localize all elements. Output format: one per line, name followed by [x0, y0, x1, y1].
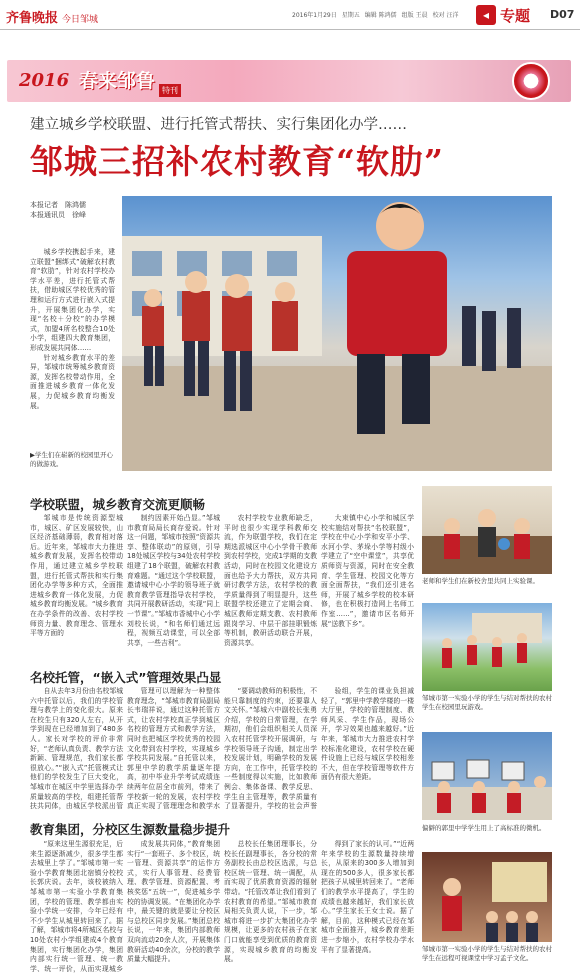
section-1-col-3: 农村学校专业教师缺乏，平时也很少实现学科教师交流，作为联盟学校，我们在定期选派城区中心小学骨干教师到农村学校，完成1学期的支教活动，同时在校园文化建设方面也给予大力帮扶，双方共同研讨教学方法，农村学校的教学质量得到了明显提升，这些联盟学校还建立了定期会商、城区教师定期支教、农村教师跟岗学习、中层干部挂职锻炼等机制，教研活动联合开展，资源共享。: [224, 514, 317, 647]
banner-tag: 特刊: [159, 84, 181, 97]
section-1-col-1: 邹城市是传统资源型城市，城区、矿区发展较快，山区经济基础薄弱，教育相对落后。近年来，邹城市大力推进城乡教育发展，发挥名校带动作用，通过建立城乡学校联盟，进行托管式帮扶和实行集团化办学等多种方式，全面推进城乡教育一体化发展，力促城乡教育均衡发展。“城乡教育在办学条件的改善、农村学校师资力量、教育理念、管理水平等方面的: [30, 514, 123, 638]
section-label: ◂ 专题: [476, 5, 546, 25]
side-photo-3: [422, 732, 552, 820]
section-1-title: 学校联盟，城乡教育交流更顺畅: [30, 497, 206, 512]
section-3-col-1: “原来这里生源很充足，后来生源逐渐减少，很多学生都去城里上学了。”邹城市第一实验小学教育集团北宿镇分校校长郭庆说。去年，该校被纳入邹城市第一实验小学教育集团，学校的管理、教学都由实验小学统一安排，今年已经有不少学生从城里转回来了。据了解，邹城市将4所城区名校与10处农村小学组建成4个教育集团，实行集团化办学，集团内部实行统一管理、统一教学、统一评价，从而实现城乡: [30, 840, 123, 973]
section-1-col-2: 制约因素开始凸显。”邹城市教育局局长商存爱说。针对这一问题，邹城市按照“资源共享、整体联动”的原则，引导18处城区学校与34处农村学校组建了18个联盟，破解农村教育难题。“通过这个学校联盟，邀请城中心小学的领导班子就教育教学管理指导农村学校，共同开展教研活动，实现“同上一节课”。”邹城市香城中心小学刘校长说，“和名师们通过远程，视频互动课堂，可以全部共享，一些吉利”。: [127, 514, 220, 647]
main-photo: [122, 196, 552, 471]
section-2-col-1: 自从去年3月份由名校邹城六中托管以后，我们的学校管理与教学上的变化很大。原来在校生只有320人左右，从开学到现在已经增加到了480多人。家长对学校的评价非常好，“老师认真负责、教学方法新颖、管理规范，我们家长都很放心。”“嵌入式”托管模式让他们的学校发生了巨大变化，邹城市在城区中学里选择办学质量较高的学校，组建托管帮扶共同体，由城区学校派出管: [30, 687, 123, 810]
side-caption-1: 老师和学生们在新校舍里共同上实验课。: [422, 577, 539, 585]
byline: 本报记者 陈鸿儒 本报通讯员 徐峰: [30, 201, 86, 219]
article-headline: 邹城三招补农村教育“软肋”: [30, 142, 444, 181]
section-3-col-3: 总校长任集团理事长，分校长任副理事长，各分校的常务副校长由总校区选派，与总校区统一管理、统一调配，从而实现了优质教育资源的辐射带动。“托管改革让我们看到了农村教育的希望。”邹城市教育局相关负责人说，下一步，邹城市将进一步扩大集团化办学规模，让更多的农村孩子在家门口就能享受到优质的教育资源，实现城乡教育的均衡发展。: [224, 840, 317, 964]
section-2-col-3: “要调动教师的积极性，不能只靠制度的约束，还要靠人文关怀。”邹城六中副校长张勇介绍，学校的日常管理，在学期初，他们会组织相关人员深入农村托管学校开展调研，与学校领导班子沟通，制定出学校发展计划，明确学校的发展方向，在工作中，托管学校的一些制度得以实施，比如教师例会、集体备课、教学反思、学生自主管理等，教学质量有了显著提升，学校的社会声誉: [224, 687, 317, 810]
side-caption-2: 邹城市第一实验小学的学生与结对帮扶的农村学生在校园里玩游戏。: [422, 694, 552, 711]
section-3-col-4: 得到了家长的认可。”“近两年来学校的生源数量持续增长，从原来的300多人增加到现在的500多人，很多家长都把孩子从城里转回来了。“老师们的教学水平提高了，学生的成绩也越来越好，我们家长放心。”学生家长王女士说。据了解，目前，这种模式已经在邹城市全面推开，城乡教育差距进一步缩小，农村学校办学水平有了显著提高。: [321, 840, 414, 954]
section-2-col-4: 验组，学生的课业负担减轻了，“郭里中学教学楼的一楼大厅里，学校的管理制度、教师风采、学生作品，现场公开，学习效果也越来越好。”近年来，邹城市大力推进农村学校标准化建设，农村学校在硬件设施上已经与城区学校相差不大，但在学校管理等软件方面仍有很大差距。: [321, 687, 414, 782]
section-3-col-2: 成发展共同体，”教育集团实行“一套班子、多个校区，统一管理、资源共享”的运作方式，实行人事管理、经费管理、教学管理、资源配置、考核奖惩“五统一”，促进城乡学校的协调发展。“在集团化办学中，最关键的就是要让分校区与总校区同步发展。”集团总校长说，一年来，集团内部教师双向流动20余人次，开展集体教研活动40余次，分校的教学质量大幅提升。: [127, 840, 220, 964]
newspaper-logo: 齐鲁晚报 今日邹城: [6, 11, 99, 26]
section-icon: ◂: [476, 5, 496, 25]
side-photo-4: [422, 852, 552, 942]
page-number: D07: [550, 8, 575, 21]
masthead-bar: [0, 0, 580, 30]
article-subhead: 建立城乡学校联盟、进行托管式帮扶、实行集团化办学……: [30, 117, 407, 133]
flower-seal-icon: [512, 62, 550, 100]
side-photo-2: [422, 603, 552, 691]
children-playing-illustration: [122, 196, 552, 471]
lead-column: 城乡学校携起手来，建立联盟“捆绑式”破解农村教育“软肋”，针对农村学校办学水平差，进行托管式帮扶，借助城区学校优秀的管理和运行方式进行嵌入式提升，开展集团化办学，实现“名校＋分校”的办学模式，加盟4所名校整合10处小学，组建四大教育集团，形成发展共同体…… 针对城乡教育水平的差异，邹城市统筹城乡教育资源，发挥名校带动作用，全面推进城乡教育一体化发展，力促城乡教育均衡发展。: [30, 248, 115, 410]
banner-title: 春来邹鲁: [79, 70, 156, 92]
side-caption-3: 偏僻的郭里中学学生用上了高标准的微机。: [422, 824, 546, 832]
section-1-col-4: 大束镇中心小学和城区学校实施结对帮扶“名校联盟”，学校在中心小学和安平小学、水河小学、茅垛小学等村级小学建立了“空中课堂”，共享优质师资与资源，同时在安全教育、学生管理、校园文化等方面全面帮扶，“我们还引进名师，开展了城乡学校的校本研修，也在积极打造网上名师工作室……”，邀请市区名师开展“送教下乡”。: [321, 514, 414, 628]
side-photo-1: [422, 486, 552, 574]
side-caption-4: 邹城市第一实验小学的学生与结对帮扶的农村学生在远程可视课堂中学习孟子文化。: [422, 945, 552, 962]
issue-meta: 2016年1月29日 星期五 编辑 陈鸿儒 组版 王晨 校对 汪洋: [292, 12, 459, 19]
main-photo-caption: ▶学生们在崭新的校园里开心的做游戏。: [30, 451, 113, 468]
banner-year: 2016: [19, 70, 70, 91]
section-3-title: 教育集团，分校区生源数量稳步提升: [30, 822, 231, 837]
section-2-title: 名校托管，“嵌入式”管理效果凸显: [30, 670, 222, 685]
section-2-col-2: 管理可以理解为一种整体教育理念，“邹城市教育局副局长韦瑞祥说，通过这种托管方式，让农村学校真正学到城区名校的管理方式和教学方法，同时也把城区学校优秀的校园文化带到农村学校，实现城乡学校共同发展。”自托管以来，郭里中学的教学质量逐年提高，初中毕业升学考试成绩连续两年位居全市前列，带来了学校新一轮的发展，农村学校真正实现了管理理念和教学水: [127, 687, 220, 810]
special-banner: [7, 60, 571, 102]
